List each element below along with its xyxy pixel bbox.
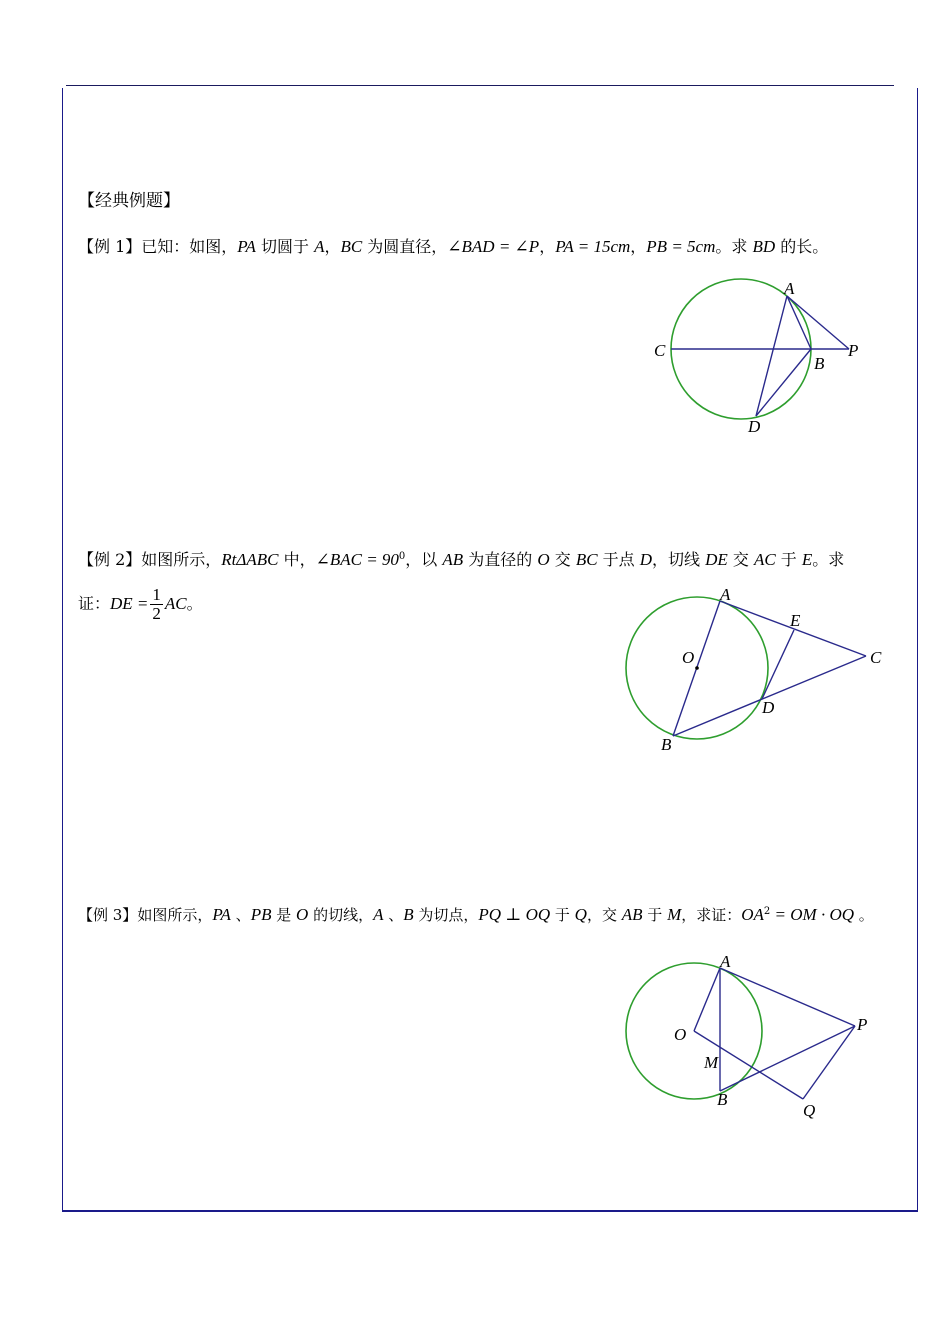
ex3-text-5: 、 bbox=[383, 906, 404, 924]
ex1-BC: BC bbox=[340, 237, 363, 256]
ex2-DE-eq: DE = bbox=[110, 594, 149, 613]
ex1-A: A bbox=[314, 237, 325, 256]
fig2-label-C: C bbox=[870, 648, 882, 667]
fig1-label-D: D bbox=[748, 417, 761, 436]
ex2-text-9: 于 bbox=[775, 550, 802, 569]
fig2-line-BC bbox=[673, 656, 866, 736]
ex2-text-3: ，以 bbox=[405, 550, 443, 569]
ex3-OA: OA bbox=[741, 905, 764, 924]
ex3-AB: AB bbox=[621, 905, 643, 924]
ex3-O: O bbox=[296, 905, 309, 924]
ex3-B: B bbox=[403, 905, 414, 924]
ex2-D: D bbox=[639, 550, 653, 569]
fig3-label-M: M bbox=[704, 1053, 719, 1072]
ex2-text-1: 如图所示， bbox=[141, 550, 222, 569]
ex3-text-3: 是 bbox=[271, 906, 297, 924]
ex1-text-6: ， bbox=[630, 237, 647, 256]
ex2-text-5: 交 bbox=[549, 550, 576, 569]
fig3-line-BP bbox=[720, 1026, 855, 1091]
ex2-BC: BC bbox=[575, 550, 598, 569]
fig1-line-AP bbox=[787, 296, 849, 349]
ex3-text-7: 于 bbox=[550, 906, 575, 924]
ex2-AB: AB bbox=[442, 550, 464, 569]
ex2-text-12: 。 bbox=[186, 594, 203, 613]
fraction-numerator: 1 bbox=[152, 585, 161, 604]
section-heading: 【经典例题】 bbox=[78, 191, 180, 211]
ex1-PA: PA bbox=[237, 237, 256, 256]
ex2-AC: AC bbox=[753, 550, 776, 569]
fig3-line-PQ bbox=[803, 1026, 855, 1099]
fraction-denominator: 2 bbox=[152, 604, 161, 623]
ex2-text-6: 于点 bbox=[597, 550, 640, 569]
ex3-PB: PB bbox=[250, 905, 272, 924]
fig1-label-B: B bbox=[814, 354, 825, 373]
ex2-O: O bbox=[537, 550, 550, 569]
ex1-text-4: 为圆直径， bbox=[362, 237, 448, 256]
fig1-label-A: A bbox=[784, 279, 795, 298]
fig2-label-B: B bbox=[661, 735, 672, 754]
ex3-text-4: 的切线， bbox=[308, 906, 374, 924]
fig3-label-P: P bbox=[857, 1015, 868, 1034]
ex2-DE: DE bbox=[705, 550, 728, 569]
ex2-E: E bbox=[801, 550, 813, 569]
ex3-perp: PQ ⊥ OQ bbox=[478, 905, 551, 924]
ex2-text-7: ，切线 bbox=[652, 550, 706, 569]
ex3-text-2: 、 bbox=[230, 906, 251, 924]
ex2-text-11: 证： bbox=[78, 594, 111, 613]
fig2-center-dot bbox=[695, 666, 699, 670]
fig3-label-A: A bbox=[720, 952, 731, 971]
ex3-text-8: ，交 bbox=[586, 906, 622, 924]
fig3-label-B: B bbox=[717, 1090, 728, 1109]
figure-1 bbox=[654, 279, 858, 436]
ex3-Q: Q bbox=[574, 905, 587, 924]
fig3-line-OA bbox=[694, 968, 720, 1031]
figure-2 bbox=[626, 585, 882, 754]
fig1-label-P: P bbox=[848, 341, 859, 360]
ex2-text-10: 。求 bbox=[812, 550, 845, 569]
ex3-text-9: 于 bbox=[642, 906, 668, 924]
ex3-text-6: 为切点， bbox=[413, 906, 479, 924]
ex1-text-5: ， bbox=[539, 237, 556, 256]
ex1-BD: BD bbox=[752, 237, 776, 256]
ex3-A: A bbox=[373, 905, 384, 924]
ex1-text-7: 。求 bbox=[715, 237, 753, 256]
ex3-text-11: 。 bbox=[854, 906, 874, 924]
ex1-text-8: 的长。 bbox=[775, 237, 829, 256]
ex1-pa-eq: PA = 15cm bbox=[555, 237, 631, 256]
ex2-AC-2: AC bbox=[164, 594, 187, 613]
ex1-pb-eq: PB = 5cm bbox=[646, 237, 716, 256]
ex3-text-1: 如图所示， bbox=[137, 906, 213, 924]
fig2-label-E: E bbox=[790, 611, 801, 630]
ex2-degree: 0 bbox=[398, 551, 406, 562]
ex3-rest: = OM · OQ bbox=[770, 905, 855, 924]
ex3-text-10: ，求证： bbox=[681, 906, 742, 924]
ex1-text-3: ， bbox=[324, 237, 341, 256]
fig1-line-AB bbox=[787, 296, 811, 349]
example-1-tag: 【例 1】 bbox=[78, 237, 142, 256]
ex3-PA: PA bbox=[212, 905, 231, 924]
ex2-text-2: 中， bbox=[278, 550, 316, 569]
fig1-label-C: C bbox=[654, 341, 666, 360]
fig3-label-O: O bbox=[674, 1025, 687, 1044]
ex1-angle: ∠BAD = ∠P bbox=[447, 237, 540, 256]
fig3-label-Q: Q bbox=[803, 1101, 816, 1120]
figure-3 bbox=[626, 952, 867, 1120]
ex1-text-2: 切圆于 bbox=[255, 237, 315, 256]
ex3-M: M bbox=[667, 905, 682, 924]
fig3-line-AP bbox=[720, 968, 855, 1026]
ex2-text-8: 交 bbox=[727, 550, 754, 569]
ex2-text-4: 为直径的 bbox=[463, 550, 538, 569]
fig2-label-A: A bbox=[720, 585, 731, 604]
ex2-angle: ∠BAC = 90 bbox=[315, 550, 399, 569]
fig2-line-DE bbox=[762, 630, 794, 699]
fig2-label-O: O bbox=[682, 648, 695, 667]
example-2-tag: 【例 2】 bbox=[78, 550, 142, 569]
ex2-rt: RtΔABC bbox=[221, 550, 279, 569]
fig2-label-D: D bbox=[762, 698, 775, 717]
ex3-square: 2 bbox=[763, 906, 771, 917]
example-3-tag: 【例 3】 bbox=[78, 906, 138, 924]
ex1-text-1: 已知：如图， bbox=[141, 237, 238, 256]
